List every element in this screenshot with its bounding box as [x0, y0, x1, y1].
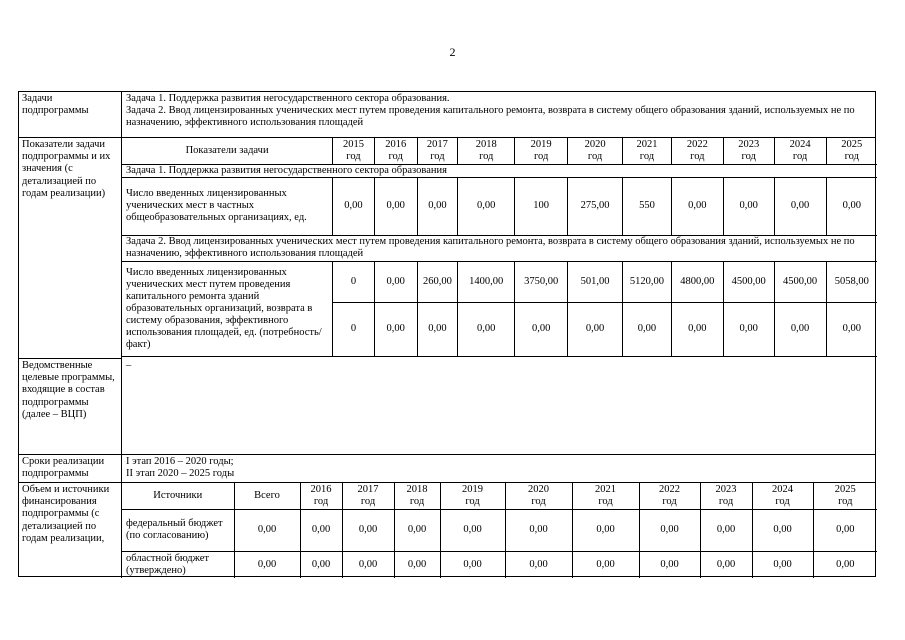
- indicator-2-need-7: 4800,00: [671, 261, 723, 302]
- finance-year-year-1: 2017: [357, 483, 379, 495]
- finance-regional-value-8: 0,00: [752, 551, 813, 578]
- finance-federal-value-7: 0,00: [700, 509, 752, 551]
- indicator-year-8: [723, 138, 774, 164]
- indicator-2-need-6: 5120,00: [623, 261, 672, 302]
- indicator-year-suffix-9: год: [792, 150, 808, 162]
- finance-federal-value-3: 0,00: [440, 509, 505, 551]
- passport-table: [18, 91, 876, 577]
- indicator-2-need-1: 0,00: [374, 261, 417, 302]
- indicators-label: Показатели задачи подпрограммы и их значения (с детализацией по годам реализации): [19, 138, 122, 359]
- finance-year-year-3: 2019: [462, 483, 483, 495]
- task1-title: Задача 1. Поддержка развития негосударственного сектора образования: [122, 164, 877, 177]
- indicator-year-year-5: 2020: [584, 138, 606, 150]
- indicator-year-year-6: 2021: [636, 138, 658, 150]
- finance-year-suffix-5: год: [598, 495, 613, 507]
- finance-year-year-8: 2024: [772, 483, 793, 495]
- indicators-header-row: [122, 138, 877, 164]
- finance-year-5: [572, 483, 639, 509]
- task-line-2: Задача 2. Ввод лицензированных ученических мест путем проведения капитального ремонта, возврата в систему общего образования зданий, используемых не по назначению, эффективного использования площадей: [126, 105, 855, 129]
- finance-label: Объем и источники финансирования подпрограммы (с детализацией по годам реализации,: [19, 483, 122, 578]
- indicator-year-suffix-0: год: [346, 150, 361, 162]
- indicator-2-fact-9: 0,00: [774, 302, 826, 356]
- indicator-2-fact-7: 0,00: [671, 302, 723, 356]
- finance-year-suffix-6: год: [662, 495, 677, 507]
- indicator-1-value-3: 0,00: [458, 177, 515, 235]
- finance-federal-value-5: 0,00: [572, 509, 639, 551]
- finance-federal-value-1: 0,00: [342, 509, 394, 551]
- finance-year-suffix-8: год: [775, 495, 790, 507]
- finance-regional-value-7: 0,00: [700, 551, 752, 578]
- finance-regional-value-1: 0,00: [342, 551, 394, 578]
- indicator-year-7: [671, 138, 723, 164]
- indicator-year-10: [826, 138, 877, 164]
- indicator-year-suffix-1: год: [388, 150, 403, 162]
- finance-year-suffix-4: год: [531, 495, 546, 507]
- finance-year-year-4: 2020: [528, 483, 549, 495]
- indicator-2-need-3: 1400,00: [458, 261, 515, 302]
- indicator-year-suffix-7: год: [690, 150, 705, 162]
- indicator-year-year-2: 2017: [426, 138, 448, 150]
- indicator-year-year-9: 2024: [789, 138, 811, 150]
- finance-total-regional: 0,00: [234, 551, 300, 578]
- finance-year-9: [813, 483, 877, 509]
- indicator-2-need-8: 4500,00: [723, 261, 774, 302]
- finance-regional-value-0: 0,00: [300, 551, 342, 578]
- finance-source-federal: федеральный бюджет (по согласованию): [122, 509, 234, 551]
- finance-year-1: [342, 483, 394, 509]
- indicator-year-5: [568, 138, 623, 164]
- indicator-year-year-0: 2015: [342, 138, 364, 150]
- task2-title: Задача 2. Ввод лицензированных ученических мест путем проведения капитального ремонта, возврата в систему общего образования зданий, используемых не по назначению, эффективного использования площадей: [122, 235, 877, 261]
- page-number: 2: [449, 45, 456, 59]
- finance-year-4: [505, 483, 572, 509]
- indicator-name-2: Число введенных лицензированных ученических мест путем проведения капитального ремонта зданий образовательных организаций, возврата в систему образования, эффективного использования площадей, ед. (потребность/факт): [122, 261, 333, 356]
- indicator-2-fact-6: 0,00: [623, 302, 672, 356]
- task-line-1: Задача 1. Поддержка развития негосударственного сектора образования.: [126, 93, 450, 104]
- terms-content: [122, 455, 875, 483]
- finance-year-0: [300, 483, 342, 509]
- finance-federal-value-2: 0,00: [394, 509, 440, 551]
- indicator-year-year-3: 2018: [475, 138, 497, 150]
- finance-federal-value-9: 0,00: [813, 509, 877, 551]
- indicator-2-fact-1: 0,00: [374, 302, 417, 356]
- tasks-content: [122, 92, 875, 138]
- vcp-value: –: [122, 359, 875, 455]
- indicator-1-value-9: 0,00: [774, 177, 826, 235]
- finance-regional-value-9: 0,00: [813, 551, 877, 578]
- indicator-year-year-7: 2022: [686, 138, 708, 150]
- indicator-2-fact-5: 0,00: [568, 302, 623, 356]
- finance-year-6: [639, 483, 700, 509]
- finance-year-year-9: 2025: [834, 483, 856, 495]
- indicator-1-value-0: 0,00: [333, 177, 375, 235]
- indicator-1-value-4: 100: [515, 177, 568, 235]
- task2-row: [122, 235, 877, 261]
- indicator-year-4: [515, 138, 568, 164]
- indicator-2-fact-2: 0,00: [417, 302, 458, 356]
- indicators-table: [122, 138, 877, 357]
- indicator-year-suffix-10: год: [844, 150, 859, 162]
- finance-federal-value-0: 0,00: [300, 509, 342, 551]
- vcp-label: Ведомственные целевые программы, входящие в состав подпрограммы (далее – ВЦП): [19, 359, 122, 455]
- indicator-2-need-4: 3750,00: [515, 261, 568, 302]
- indicator-year-suffix-3: год: [479, 150, 494, 162]
- indicator-name-1: Число введенных лицензированных ученических мест в частных общеобразовательных организациях, ед.: [122, 177, 333, 235]
- indicator-year-suffix-2: год: [430, 150, 445, 162]
- indicator-year-2: [417, 138, 458, 164]
- indicator-year-3: [458, 138, 515, 164]
- indicator-year-0: [333, 138, 375, 164]
- indicator-1-value-10: 0,00: [826, 177, 877, 235]
- indicator-year-year-10: 2025: [841, 138, 863, 150]
- indicator-year-suffix-8: год: [741, 150, 756, 162]
- indicator-2-fact-8: 0,00: [723, 302, 774, 356]
- finance-year-8: [752, 483, 813, 509]
- indicator-year-suffix-6: год: [639, 150, 655, 162]
- indicator-year-suffix-5: год: [587, 150, 603, 162]
- indicator-year-year-4: 2019: [530, 138, 552, 150]
- indicator-1-value-8: 0,00: [723, 177, 774, 235]
- indicator-2-need-5: 501,00: [568, 261, 623, 302]
- indicator-2-fact-10: 0,00: [826, 302, 877, 356]
- finance-year-year-0: 2016: [310, 483, 332, 495]
- indicator-year-year-8: 2023: [738, 138, 760, 150]
- finance-header-row: [122, 483, 877, 509]
- indicator-2-fact-4: 0,00: [515, 302, 568, 356]
- indicator-2-need-10: 5058,00: [826, 261, 877, 302]
- finance-regional-value-6: 0,00: [639, 551, 700, 578]
- finance-regional-value-4: 0,00: [505, 551, 572, 578]
- terms-line-1: I этап 2016 – 2020 годы;: [126, 456, 234, 467]
- indicator-year-9: [774, 138, 826, 164]
- finance-year-year-7: 2023: [715, 483, 737, 495]
- terms-line-2: II этап 2020 – 2025 годы: [126, 468, 235, 480]
- finance-federal-value-4: 0,00: [505, 509, 572, 551]
- indicator-1-value-5: 275,00: [568, 177, 623, 235]
- indicator-2-fact-3: 0,00: [458, 302, 515, 356]
- finance-regional-value-3: 0,00: [440, 551, 505, 578]
- indicator-1-value-6: 550: [623, 177, 672, 235]
- finance-regional-value-2: 0,00: [394, 551, 440, 578]
- terms-label: Сроки реализации подпрограммы: [19, 455, 122, 483]
- finance-year-year-2: 2018: [406, 483, 428, 495]
- indicator-year-year-1: 2016: [385, 138, 407, 150]
- finance-year-2: [394, 483, 440, 509]
- sources-header: Источники: [122, 483, 234, 509]
- indicator-2-need-2: 260,00: [417, 261, 458, 302]
- indicator-year-1: [374, 138, 417, 164]
- total-header: Всего: [234, 483, 300, 509]
- task1-row: [122, 164, 877, 177]
- finance-year-3: [440, 483, 505, 509]
- indicator-2-fact-0: 0: [333, 302, 375, 356]
- indicator-1-value-1: 0,00: [374, 177, 417, 235]
- finance-federal-value-8: 0,00: [752, 509, 813, 551]
- indicator-1-value-2: 0,00: [417, 177, 458, 235]
- finance-year-suffix-2: год: [409, 495, 425, 507]
- finance-year-suffix-1: год: [360, 495, 376, 507]
- finance-year-year-6: 2022: [659, 483, 680, 495]
- finance-year-7: [700, 483, 752, 509]
- indicator-row-1: [122, 177, 877, 235]
- indicator-year-6: [623, 138, 672, 164]
- finance-federal-value-6: 0,00: [639, 509, 700, 551]
- finance-row-federal: [122, 509, 877, 551]
- indicator-2-need-9: 4500,00: [774, 261, 826, 302]
- finance-table: [122, 483, 877, 578]
- tasks-label: Задачи подпрограммы: [19, 92, 122, 138]
- indicators-header: Показатели задачи: [122, 138, 333, 164]
- finance-regional-value-5: 0,00: [572, 551, 639, 578]
- indicator-2-need-0: 0: [333, 261, 375, 302]
- finance-year-suffix-9: год: [838, 495, 853, 507]
- finance-total-federal: 0,00: [234, 509, 300, 551]
- finance-year-suffix-7: год: [718, 495, 734, 507]
- indicator-row-2-need: [122, 261, 877, 302]
- finance-year-suffix-3: год: [465, 495, 480, 507]
- finance-year-suffix-0: год: [313, 495, 329, 507]
- finance-year-year-5: 2021: [595, 483, 616, 495]
- finance-row-regional: [122, 551, 877, 578]
- indicator-1-value-7: 0,00: [671, 177, 723, 235]
- finance-source-regional: областной бюджет (утверждено): [122, 551, 234, 578]
- indicator-year-suffix-4: год: [534, 150, 549, 162]
